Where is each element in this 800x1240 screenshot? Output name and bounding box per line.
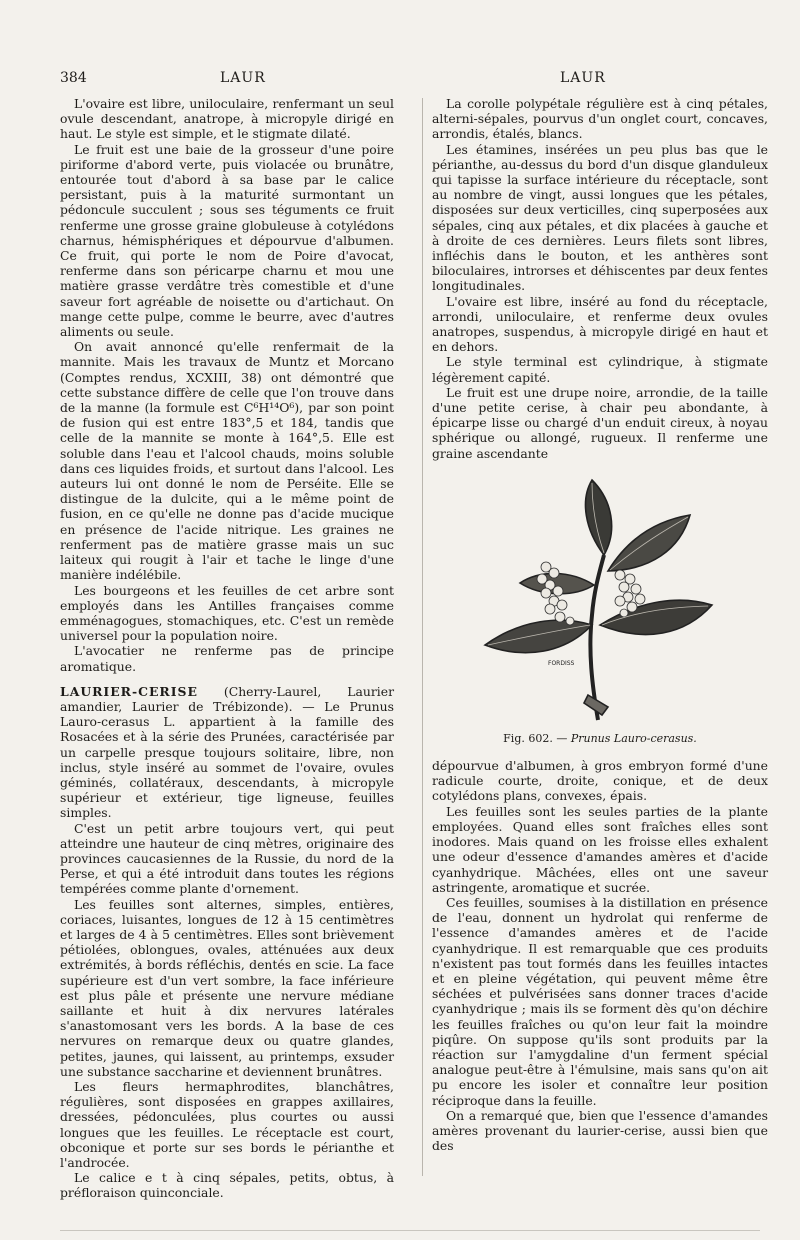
running-title-left: LAUR [220, 70, 266, 86]
paragraph: Les bourgeons et les feuilles de cet arbre sont employés dans les Antilles françaises comme emménagogues, stomachiques, etc. C'est un remède universel pour la population noire. [60, 582, 394, 644]
figure-caption: Fig. 602. — Prunus Lauro-cerasus. [503, 731, 697, 745]
column-divider [422, 98, 423, 1176]
paragraph: Les feuilles sont les seules parties de la plante employées. Quand elles sont fraîches elles sont inodores. Mais quand on les froisse elles exhalent une odeur d'essence d'amandes amères et d'acide cyanhydrique. Mâchées, elles ont une saveur astringente, aromatique et sucrée. [432, 803, 768, 895]
paragraph: On a remarqué que, bien que l'essence d'amandes amères provenant du laurier-cerise, aussi bien que des [432, 1107, 768, 1154]
paragraph: Le style terminal est cylindrique, à stigmate légèrement capité. [432, 354, 768, 385]
paragraph: Les feuilles sont alternes, simples, entières, coriaces, luisantes, longues de 12 à 15 centimètres et larges de 4 à 5 centimètres. Elles sont brièvement pétiolées, oblongues, ovales, atténuées aux deux extrémités, à bords réfléchis, dentés en scie. La face supérieure est d'un vert sombre, la face inférieure est plus pâle et présente une nervure médiane saillante et huit à dix nervures latérales s'anastomosant vers les bords. A la base de ces nervures on remarque deux ou quatre glandes, petites, jaunes, qui laissent, au printemps, exsuder une substance saccharine et deviennent brunâtres. [60, 896, 394, 1079]
entry-headword: LAURIER-CERISE [60, 683, 198, 699]
page-header [60, 70, 760, 94]
paragraph: L'ovaire est libre, uniloculaire, renfermant un seul ovule descendant, anatrope, à micropyle dirigé en haut. Le style est simple, et le stigmate dilaté. [60, 96, 394, 142]
paragraph: Le fruit est une baie de la grosseur d'une poire piriforme d'abord verte, puis violacée ou brunâtre, entourée tout d'abord à sa base par le calice persistant, puis à la maturité surmontant un pédoncule succulent ; sous ses téguments ce fruit renferme une grosse graine globuleuse à cotylédons charnus, hémisphériques et dépourvue d'albumen. Ce fruit, qui porte le nom de Poire d'avocat, renferme dans son péricarpe charnu et mou une matière grasse verdâtre très comestible et d'une saveur fort agréable de noisette ou d'artichaut. On mange cette pulpe, comme le beurre, avec d'autres aliments ou seule. [60, 141, 394, 340]
leaf-left [485, 620, 592, 653]
branch-stem [590, 555, 604, 720]
paragraph: Le fruit est une drupe noire, arrondie, de la taille d'une petite cerise, à chair peu abondante, à épicarpe lisse ou chargé d'un enduit cireux, à noyau sphérique ou allongé, rugueux. Il renferme une graine ascendante [432, 384, 768, 461]
paragraph: Ces feuilles, soumises à la distillation en présence de l'eau, donnent un hydrolat qui renferme de l'essence d'amandes amères et de l'acide cyanhydrique. Il est remarquable que ces produits n'existent pas tout formés dans les feuilles intactes et en pleine végétation, qui peuvent même être séchées et pulvérisées sans donner traces d'acide cyanhydrique ; mais ils se forment dès qu'on déchire les feuilles fraîches ou qu'on leur fait la moindre piqûre. On suppose qu'ils sont produits par la réaction sur l'amygdaline d'un ferment spécial analogue peut-être à l'émulsine, mais sans qu'on ait pu encore les isoler et connaître leur position réciproque dans la feuille. [432, 894, 768, 1108]
paragraph: On avait annoncé qu'elle renfermait de la mannite. Mais les travaux de Muntz et Morcano (Comptes rendus, XCXIII, 38) ont démontré que cette substance diffère de celle que l'on trouve dans de la manne (la formule est C⁶H¹⁴O⁶), par son point de fusion qui est entre 183°,5 et 184, tandis que celle de la mannite se monte à 164°,5. Elle est soluble dans l'eau et l'alcool chauds, moins soluble dans ces liquides froids, et surtout dans l'alcool. Les auteurs lui ont donné le nom de Perséite. Elle se distingue de la dulcite, qui a le même point de fusion, en ce qu'elle ne donne pas d'acide mucique en présence de l'acide nitrique. Les graines ne renferment pas de matière grasse mais un suc laiteux qui rougit à l'air et tache le linge d'une manière indélébile. [60, 339, 394, 583]
paragraph: Le calice e t à cinq sépales, petits, obtus, à préfloraison quinconciale. [60, 1170, 394, 1201]
paragraph: Les fleurs hermaphrodites, blanchâtres, régulières, sont disposées en grappes axillaires, dressées, pédonculées, plus courtes ou aussi longues que les feuilles. Le réceptacle est court, obconique et porte sur ses bords le périanthe et l'androcée. [60, 1079, 394, 1171]
prunus-branch-illustration [480, 475, 720, 725]
right-column [432, 96, 768, 1153]
paragraph: L'avocatier ne renferme pas de principe aromatique. [60, 643, 394, 674]
paragraph: dépourvue d'albumen, à gros embryon formé d'une radicule courte, droite, conique, et de deux cotylédons plans, convexes, épais. [432, 758, 768, 804]
leaf-top [586, 480, 612, 555]
page-number: 384 [60, 70, 87, 86]
figure [432, 475, 768, 746]
running-title-right: LAUR [560, 70, 606, 86]
engraver-signature: FORDISS [548, 659, 575, 667]
paragraph: La corolle polypétale régulière est à cinq pétales, alterni-sépales, pourvus d'un onglet court, concaves, arrondis, étalés, blancs. [432, 96, 768, 142]
entry-text: (Cherry-Laurel, Laurier amandier, Laurier de Trébizonde). — Le Prunus Lauro-cerasus L. appartient à la famille des Rosacées et à la série des Prunées, caractérisée par un carpelle presque toujours solitaire, libre, non inclus, style inséré au sommet de l'ovaire, ovules géminés, collatéraux, descendants, à micropyle supérieur et extérieur, tige ligneuse, feuilles simples. [60, 683, 394, 821]
left-column [60, 96, 394, 1201]
figure-caption-species: Prunus Lauro-cerasus. [570, 731, 697, 745]
paragraph: C'est un petit arbre toujours vert, qui peut atteindre une hauteur de cinq mètres, originaire des provinces caucasiennes de la Russie, du nord de la Perse, et qui a été introduit dans toutes les régions tempérées comme plante d'ornement. [60, 820, 394, 897]
paragraph: L'ovaire est libre, inséré au fond du réceptacle, arrondi, uniloculaire, et renferme deux ovules anatropes, suspendus, à micropyle dirigé en haut et en dehors. [432, 293, 768, 355]
entry-paragraph [60, 684, 394, 821]
paragraph: Les étamines, insérées un peu plus bas que le périanthe, au-dessus du bord d'un disque glanduleux qui tapisse la surface intérieure du réceptacle, sont au nombre de vingt, aussi longues que les pétales, disposées sur deux verticilles, cinq superposées aux sépales, cinq aux pétales, et dix placées à gauche et à droite de ces dernières. Leurs filets sont libres, infléchis dans le bouton, et les anthères sont biloculaires, introrses et déhiscentes par deux fentes longitudinales. [432, 141, 768, 294]
bottom-rule [60, 1230, 760, 1231]
